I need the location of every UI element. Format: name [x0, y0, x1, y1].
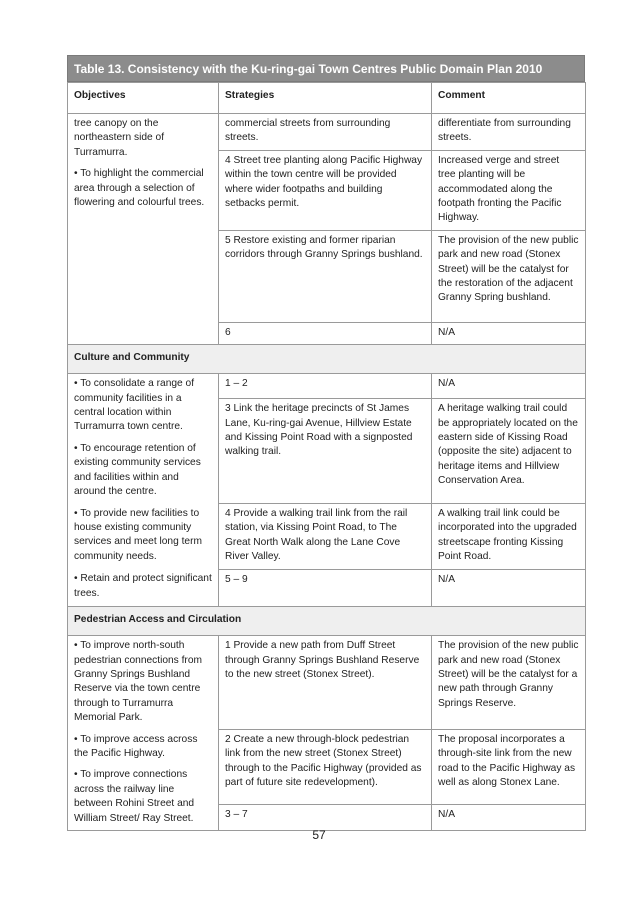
- strategy-cell: 2 Create a new through-block pedestrian link from the new street (Stonex Street) through to the Pacific Highway (provided as part of future site redevelopment).: [219, 730, 432, 805]
- consistency-table: [67, 55, 585, 831]
- strategy-cell: 5 – 9: [219, 569, 432, 607]
- objectives-cell: [68, 374, 219, 504]
- comment-cell: differentiate from surrounding streets.: [432, 114, 586, 151]
- comment-cell: The provision of the new public park and new road (Stonex Street) will be the catalyst for a new path through Granny Springs Reserve.: [432, 636, 586, 730]
- strategy-cell: 4 Street tree planting along Pacific Highway within the town centre will be provided where wider footpaths and building setbacks permit.: [219, 150, 432, 230]
- strategy-cell: 1 Provide a new path from Duff Street through Granny Springs Bushland Reserve to the new street (Stonex Street).: [219, 636, 432, 730]
- table-row: [68, 730, 586, 805]
- objective-text: • To consolidate a range of community facilities in a central location within Turramurra town centre.: [74, 378, 195, 433]
- comment-cell: N/A: [432, 374, 586, 399]
- comment-cell: N/A: [432, 805, 586, 831]
- comment-cell: Increased verge and street tree planting will be accommodated along the footpath fronting the Pacific Highway.: [432, 150, 586, 230]
- strategy-cell: 3 Link the heritage precincts of St James Lane, Ku-ring-gai Avenue, Hillview Estate and Kissing Point Road with a signposted walking trail.: [219, 399, 432, 504]
- section-heading-culture: Culture and Community: [68, 345, 586, 374]
- comment-cell: The provision of the new public park and new road (Stonex Street) will be the catalyst for the restoration of the adjacent Granny Spring bushland.: [432, 230, 586, 322]
- strategy-cell: 3 – 7: [219, 805, 432, 831]
- objective-text: tree canopy on the northeastern side of Turramurra.: [74, 118, 165, 158]
- section-row: [68, 345, 586, 374]
- objective-text: • To improve connections across the railway line between Rohini Street and William Street/ Ray Street.: [74, 769, 195, 824]
- page-number: 57: [312, 828, 326, 842]
- comment-cell: A heritage walking trail could be appropriately located on the eastern side of Kissing Road (opposite the site) adjacent to heritage items and Hillview Conservation Area.: [432, 399, 586, 504]
- table-row: [68, 636, 586, 730]
- comment-cell: N/A: [432, 322, 586, 344]
- objective-text: • To highlight the commercial area through a selection of flowering and colourful trees.: [74, 168, 205, 209]
- header-row: [68, 83, 586, 114]
- table-title: Table 13. Consistency with the Ku-ring-gai Town Centres Public Domain Plan 2010: [67, 55, 585, 82]
- table-row: [68, 374, 586, 399]
- section-heading-pedestrian: Pedestrian Access and Circulation: [68, 607, 586, 636]
- header-strategies: Strategies: [219, 83, 432, 114]
- objectives-cell: [68, 114, 219, 345]
- objectives-cell: • To improve north-south pedestrian connections from Granny Springs Bushland Reserve via the town centre through to Turramurra Memorial Park.: [68, 636, 219, 730]
- strategy-cell: 4 Provide a walking trail link from the rail station, via Kissing Point Road, to The Great North Walk along the Lane Cove River Valley.: [219, 504, 432, 570]
- objective-text: • To encourage retention of existing community services and facilities within and around the centre.: [74, 442, 201, 498]
- comment-cell: N/A: [432, 569, 586, 607]
- strategy-cell: 5 Restore existing and former riparian corridors through Granny Springs bushland.: [219, 230, 432, 322]
- strategy-cell: 6: [219, 322, 432, 344]
- header-objectives: Objectives: [68, 83, 219, 114]
- section-row: [68, 607, 586, 636]
- table-row: [68, 569, 586, 607]
- objective-text: • To improve access across the Pacific Highway.: [74, 733, 198, 759]
- header-comment: Comment: [432, 83, 586, 114]
- table-row: [68, 114, 586, 151]
- objectives-cell: • Retain and protect significant trees.: [68, 569, 219, 607]
- comment-cell: A walking trail link could be incorporated into the upgraded streetscape fronting Kissing Point Road.: [432, 504, 586, 570]
- objectives-cell: [68, 730, 219, 831]
- strategy-cell: commercial streets from surrounding streets.: [219, 114, 432, 151]
- comment-cell: The proposal incorporates a through-site link from the new road to the Pacific Highway as well as along Stonex Lane.: [432, 730, 586, 805]
- strategy-cell: 1 – 2: [219, 374, 432, 399]
- table-row: [68, 504, 586, 570]
- table-body: [67, 82, 586, 831]
- objectives-cell: • To provide new facilities to house existing community services and meet long term community needs.: [68, 504, 219, 570]
